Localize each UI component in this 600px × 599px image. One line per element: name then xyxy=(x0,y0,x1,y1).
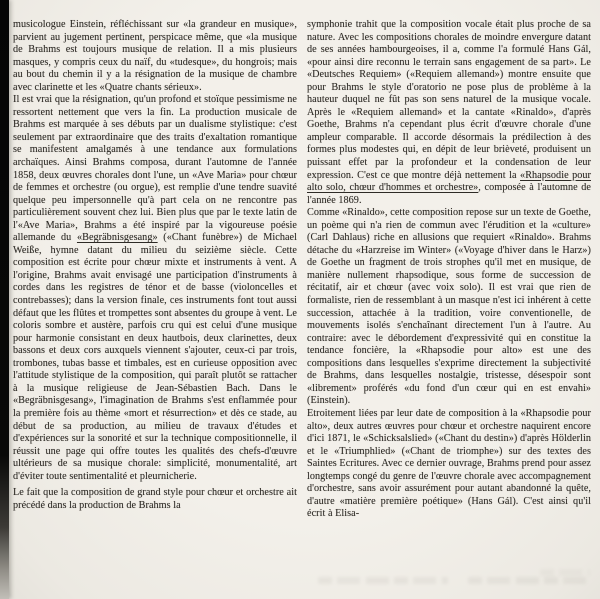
show-through-ghost-text xyxy=(540,569,590,576)
show-through-ghost-text xyxy=(318,577,448,584)
body-text: musicologue Einstein, réfléchissant sur «la grandeur en musique», parvient au jugement pertinent, perspicace même, que «la musique de Brahms est toujours musique de relation. Il a mis plusieurs masques, y compris ceux du naïf, du «tudesque», du hongrois; mais au bout du chemin il y a la résignation de la musique de chambre avec clarinette et les «Quatre chants sérieux». xyxy=(13,19,297,93)
paragraph xyxy=(13,94,297,483)
body-text: Comme «Rinaldo», cette composition repose sur un texte de Goethe, un poème qui n'a rien de commun avec l'érudition et la «culture» (Carl Dahlaus) riche en allusions que requiert «Rinaldo». Brahms détache du «Harzreise im Winter» («Voyage d'hiver dans le Harz») de Goethe un fragment de trois strophes qu'il met en musique, de manière nullement rhapsodique, sous forme de succession de récitatif, air et chœur (avec voix solo). Il est vrai que rien de formaliste, rien de ressemblant à un masque n'est ici inhérent à cette succession, attachée à la tradition, voire conventionelle, de mouvements isolés s'enchaînant directement l'un à l'autre. Au contraire: avec le débordement d'expressivité qui en constitue la tendance foncière, la «Rhapsodie pour alto» est une des compositions dans lesquelles s'exprime directement la subjectivité de Brahms, dans lesquelles nostalgie, tristesse, désespoir sont «librement» proférés «du fond d'un cœur qui en est envahi» (Einstein). xyxy=(307,207,591,407)
show-through-ghost-text xyxy=(468,577,590,584)
page-gutter-shadow xyxy=(0,0,9,599)
body-text: Il est vrai que la résignation, qu'un profond et stoïque pessimisme ne ressortent nettement que vers la fin. La production musicale de Brahms est marquée à ses débuts par un dualisme stylistique: c'est seulement par extraordinaire que des traits d'exaltation romantique se manifestent amalgamés à une tendance aux formulations archaïques. Ainsi Brahms composa, durant l'automne de l'année 1858, deux œuvres chorales dont l'une, un «Ave Maria» pour chœur de femmes et orchestre (ou orgue), est remplie d'une tendre suavité quelque peu impersonnelle qu'à part cela on ne rencontre pas particulièrement souvent chez lui. Bien plus que par le texte latin de l'«Ave Maria», Brahms a été inspiré par la vigoureuse poésie allemande du xyxy=(13,94,297,244)
paragraph xyxy=(307,207,591,408)
body-text: Etroitement liées par leur date de composition à la «Rhapsodie pour alto», deux autres œuvres pour chœur et orchestre naquirent encore d'ici 1871, le «Schicksalslied» («Chant du destin») d'après Hölderlin et le «Triumphlied» («Chant de triomphe») sur des textes des Saintes Ecritures. Avec ce dernier ouvrage, Brahms prend pour assez longtemps congé du genre de l'œuvre chorale avec accompagnement d'orchestre, sans avoir assurément pour autant abandonné la quête, d'autre «matière première poétique» (Hans Gál). C'est ainsi qu'il écrit à Elisa- xyxy=(307,407,591,520)
body-text: Le fait que la composition de grand style pour chœur et orchestre ait précédé dans la production de Brahms la xyxy=(13,487,297,511)
underlined-work-title: «Rhapsodie pour alto solo, chœur d'hommes et orchestre» xyxy=(307,169,591,194)
body-text: symphonie trahit que la composition vocale était plus proche de sa nature. Avec les compositions chorales de moindre envergure datant de ses années hambourgeoises, il a, comme l'a formulé Hans Gál, «pour ainsi dire reconnu le terrain sans engagement de sa part». Le «Deutsches Requiem» («Requiem allemand») montre ensuite que pour Brahms le style d'oratorio ne pose plus de problème à la hauteur duquel ne fût pas son sens naturel de la musique vocale. Après le «Requiem allemand» et la cantate «Rinaldo», d'après Goethe, Brahms n'a cependant plus écrit d'œuvre chorale d'une ampleur comparable. Il accorde désormais la prédilection à des formes plus modestes qui, en dépit de leur brièveté, produisent un puissant effet par la profondeur et la condensation de leur expression. C'est ce que montre déjà nettement la xyxy=(307,19,591,181)
text-column-left xyxy=(13,19,297,512)
paragraph xyxy=(307,408,591,521)
text-column-right xyxy=(307,19,591,521)
body-text: («Chant funèbre») de Michael Weiße, hymne datant du milieu du seizième siècle. Cette composition est écrite pour chœur mixte et instruments à vent. A l'origine, Brahms avait envisagé une participation d'instruments à cordes dans les registres de ténor et de basse (violoncelles et contrebasses); dans la version finale, ces instruments font tout aussi défaut que les flûtes et trompettes sont absentes du groupe à vent. Le coloris sombre et austère, parfois cru qui est celui d'une musique pour harmonie consistant en deux hautbois, deux clarinettes, deux bassons et deux cors auxquels viennent s'ajouter, ceux-ci par trois, trombones, tubas basse et timbales, est en curieuse opposition avec l'attitude stylistique de la composition, qui paraît plutôt se rattacher à la musique religieuse de Jean-Sébastien Bach. Dans le «Begräbnisgesang», l'imagination de Brahms s'est enflammée pour la première fois au thème «mort et résurrection» et dès ce stade, au début de sa production, au milieu de travaux d'études et d'expériences sur la sonorité et sur la technique compositionnelle, il réussit une page qui offre toutes les qualités des chefs-d'œuvre ultérieurs de sa musique chorale: simplicité, monumentalité, art d'éviter toute sentimentalité et pleurnicherie. xyxy=(13,232,297,482)
paragraph xyxy=(307,19,591,207)
paragraph xyxy=(13,487,297,512)
underlined-work-title: «Begräbnisgesang» xyxy=(76,232,158,244)
body-text: , composée à l'automne de l'année 1869. xyxy=(307,182,591,206)
paragraph xyxy=(13,19,297,94)
